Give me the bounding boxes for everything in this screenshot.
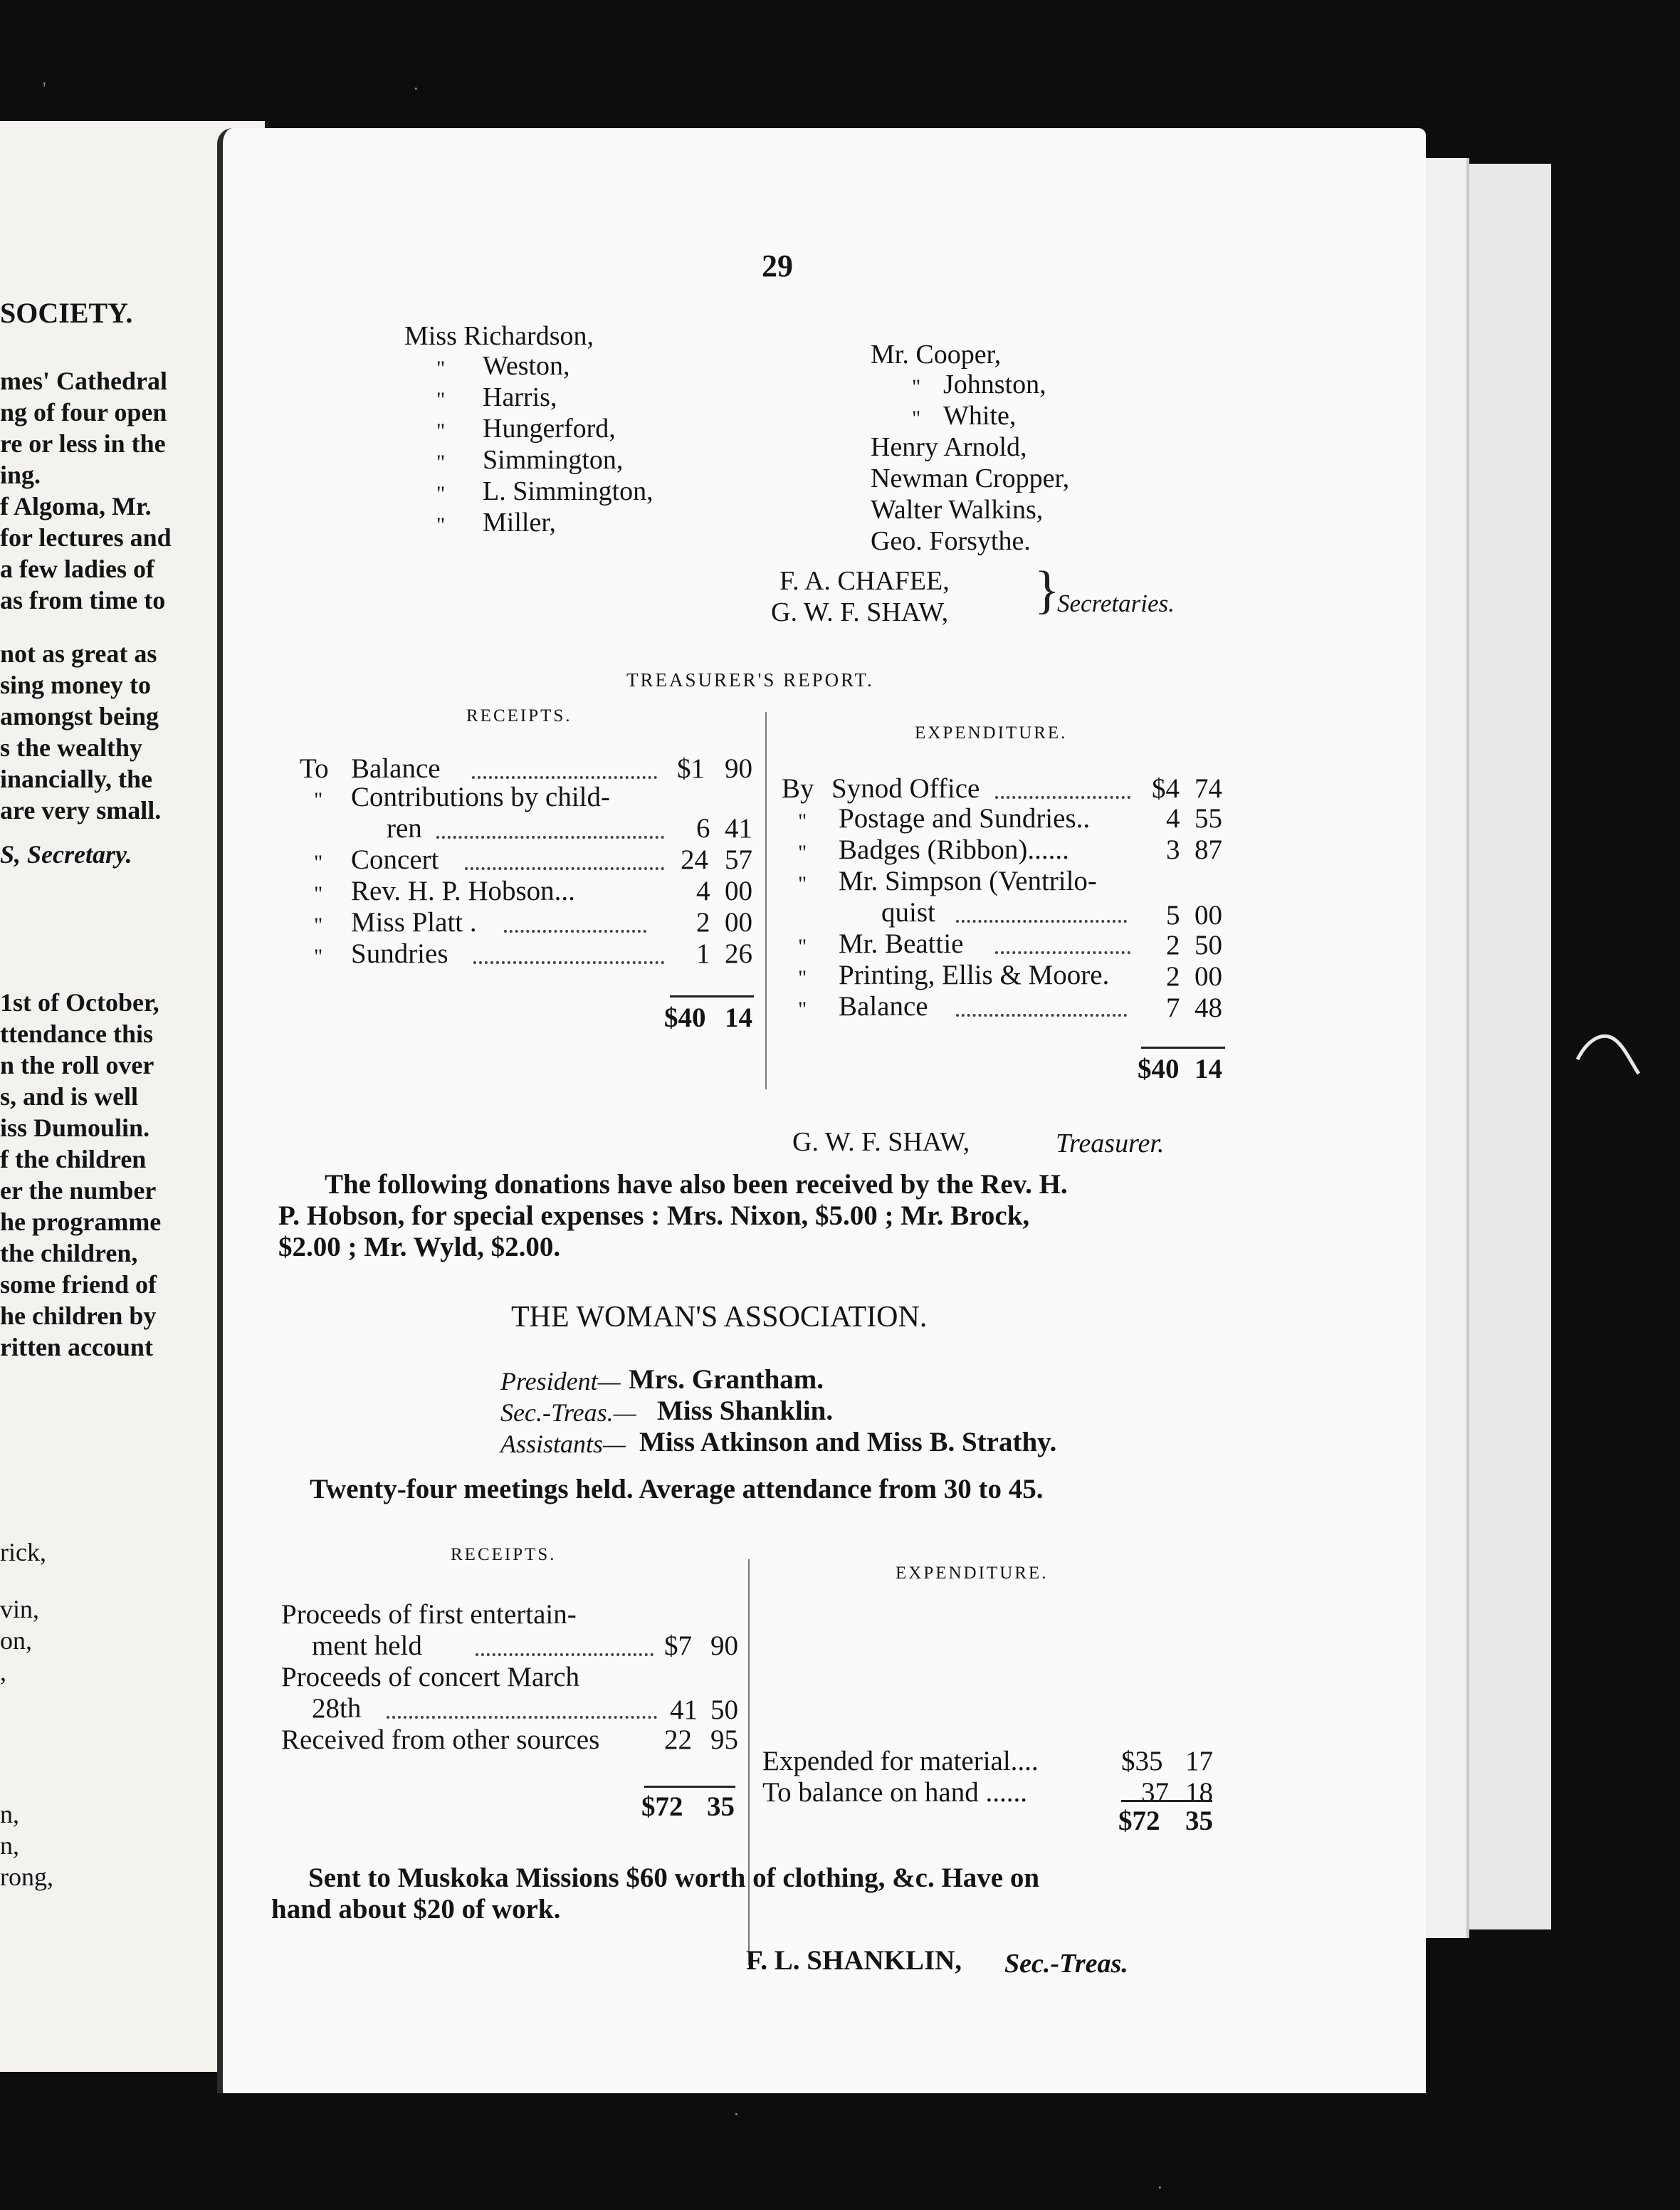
expenditure-label: quist xyxy=(881,897,935,928)
officer-role: Assistants— xyxy=(500,1430,626,1458)
row-prefix: " xyxy=(314,851,323,874)
name-entry: Mr. Cooper, xyxy=(871,340,1002,370)
row-prefix: " xyxy=(798,810,807,833)
receipts-total-dollars: $40 xyxy=(664,1002,706,1033)
leader-dots xyxy=(472,776,657,779)
expenditure-label: Printing, Ellis & Moore. xyxy=(839,960,1110,990)
officer-name: Miss Shanklin. xyxy=(657,1395,834,1426)
name-entry: Miller, xyxy=(483,508,556,538)
wa-receipt-dollars: $7 xyxy=(664,1630,692,1661)
left-line: rick, xyxy=(0,1538,46,1566)
name-entry: Simmington, xyxy=(483,445,624,475)
leader-dots xyxy=(995,951,1130,954)
sum-rule xyxy=(1121,1800,1212,1802)
row-prefix: " xyxy=(798,997,807,1021)
donations-line: P. Hobson, for special expenses : Mrs. Nixon, $5.00 ; Mr. Brock, xyxy=(278,1200,1030,1231)
officer-name: Mrs. Grantham. xyxy=(629,1364,824,1395)
wa-receipt-cents: 90 xyxy=(710,1630,738,1661)
page-number: 29 xyxy=(762,248,793,283)
left-line: ttendance this xyxy=(0,1020,153,1048)
leader-dots xyxy=(956,1014,1127,1017)
expenditure-label: Mr. Beattie xyxy=(839,928,964,959)
row-prefix: " xyxy=(314,913,323,937)
left-line: he children by xyxy=(0,1302,157,1330)
row-prefix: " xyxy=(314,788,323,812)
left-line: some friend of xyxy=(0,1270,157,1299)
officer-role: Sec.-Treas.— xyxy=(500,1398,636,1427)
left-line: re or less in the xyxy=(0,429,166,458)
left-line: s, and is well xyxy=(0,1082,139,1111)
left-line: ritten account xyxy=(0,1333,153,1361)
leader-dots xyxy=(465,867,664,870)
sum-rule xyxy=(670,995,754,997)
left-line: rong, xyxy=(0,1863,53,1891)
wa-receipt-label: Received from other sources xyxy=(281,1724,600,1755)
wa-expenditure-cents: 18 xyxy=(1185,1777,1213,1808)
row-prefix: To xyxy=(300,753,329,784)
section-title: THE WOMAN'S ASSOCIATION. xyxy=(511,1301,928,1334)
left-line: er the number xyxy=(0,1176,157,1205)
ditto-mark: " xyxy=(912,375,921,399)
wa-receipts-total-cents: 35 xyxy=(707,1791,735,1822)
left-line: n, xyxy=(0,1800,19,1828)
scan-mark xyxy=(1573,1018,1652,1082)
left-line: are very small. xyxy=(0,796,162,824)
receipt-cents: 57 xyxy=(725,844,752,875)
left-line: inancially, the xyxy=(0,765,153,793)
row-prefix: " xyxy=(798,872,807,896)
expenditure-cents: 87 xyxy=(1195,834,1222,865)
wa-expenditure-label: Expended for material.... xyxy=(762,1746,1039,1776)
wa-receipt-cents: 50 xyxy=(710,1695,738,1725)
receipt-cents: 41 xyxy=(725,813,752,844)
receipt-cents: 26 xyxy=(725,938,752,969)
receipts-header: RECEIPTS. xyxy=(451,1545,557,1564)
expenditure-label: Balance xyxy=(839,991,928,1022)
expenditure-cents: 74 xyxy=(1195,773,1222,804)
donations-line: $2.00 ; Mr. Wyld, $2.00. xyxy=(278,1232,561,1262)
receipt-label: Concert xyxy=(351,844,439,875)
expenditure-dollars: 7 xyxy=(1166,993,1180,1023)
sum-rule xyxy=(644,1786,735,1788)
name-entry: Walter Walkins, xyxy=(871,495,1044,525)
secretary-name: F. A. CHAFEE, xyxy=(779,566,950,596)
receipt-label: Balance xyxy=(351,753,441,784)
receipt-label: Miss Platt . xyxy=(351,907,477,938)
leader-dots xyxy=(504,930,646,933)
receipt-cents: 90 xyxy=(725,753,752,784)
expenditure-cents: 00 xyxy=(1195,900,1222,931)
donations-line: The following donations have also been received by the Rev. H. xyxy=(325,1169,1068,1200)
expenditure-dollars: $4 xyxy=(1152,773,1180,804)
name-entry: Henry Arnold, xyxy=(871,432,1027,462)
left-line: on, xyxy=(0,1626,32,1655)
ditto-mark: " xyxy=(912,407,921,430)
leader-dots xyxy=(436,836,664,839)
ditto-mark: " xyxy=(436,388,446,412)
name-entry: Johnston, xyxy=(943,370,1046,399)
expenditure-total-dollars: $40 xyxy=(1138,1054,1180,1084)
name-entry: Geo. Forsythe. xyxy=(871,526,1031,556)
left-line: mes' Cathedral xyxy=(0,367,167,395)
officer-role: President— xyxy=(500,1367,621,1395)
meetings-summary: Twenty-four meetings held. Average attendance from 30 to 45. xyxy=(310,1474,1044,1504)
closing-line: Sent to Muskoka Missions $60 worth of clothing, &c. Have on xyxy=(308,1863,1040,1893)
scan-speck: ' xyxy=(43,78,46,99)
left-line: iss Dumoulin. xyxy=(0,1114,150,1142)
receipt-dollars: 4 xyxy=(696,876,710,906)
wa-expenditure-total-cents: 35 xyxy=(1185,1806,1213,1836)
expenditure-header: EXPENDITURE. xyxy=(896,1564,1049,1583)
name-entry: White, xyxy=(943,401,1017,431)
expenditure-label: Synod Office xyxy=(831,773,980,804)
receipt-label: Sundries xyxy=(351,938,448,969)
receipt-cents: 00 xyxy=(725,876,752,906)
left-line: vin, xyxy=(0,1595,40,1623)
left-line: the children, xyxy=(0,1239,138,1267)
wa-receipt-dollars: 41 xyxy=(670,1695,698,1725)
name-entry: Weston, xyxy=(483,351,570,381)
expenditure-dollars: 2 xyxy=(1166,930,1180,960)
receipt-cents: 00 xyxy=(725,907,752,938)
signature-name: F. L. SHANKLIN, xyxy=(746,1945,962,1976)
receipt-dollars: $1 xyxy=(677,753,705,784)
left-line: f Algoma, Mr. xyxy=(0,492,152,520)
ditto-mark: " xyxy=(436,482,446,506)
wa-receipt-dollars: 22 xyxy=(664,1724,692,1755)
secretary-role: Secretaries. xyxy=(1057,590,1175,617)
receipt-dollars: 6 xyxy=(696,813,710,844)
brace-mark: } xyxy=(1034,561,1060,619)
row-prefix: " xyxy=(798,841,807,864)
expenditure-dollars: 2 xyxy=(1166,961,1180,992)
wa-expenditure-label: To balance on hand ...... xyxy=(762,1777,1027,1808)
column-divider xyxy=(748,1559,750,1965)
receipt-dollars: 24 xyxy=(681,844,708,875)
scan-speck: · xyxy=(1157,2177,1163,2198)
scan-speck: · xyxy=(733,2104,740,2125)
leader-dots xyxy=(995,796,1130,799)
expenditure-label: Postage and Sundries.. xyxy=(839,803,1091,834)
officer-name: Miss Atkinson and Miss B. Strathy. xyxy=(639,1427,1057,1457)
left-line: 1st of October, xyxy=(0,988,159,1017)
expenditure-cents: 00 xyxy=(1195,961,1222,992)
left-line: SOCIETY. xyxy=(0,297,133,329)
left-line: f the children xyxy=(0,1145,147,1173)
left-line: he programme xyxy=(0,1208,162,1236)
left-line: S, Secretary. xyxy=(0,840,132,869)
expenditure-label: Badges (Ribbon)...... xyxy=(839,834,1069,865)
wa-expenditure-dollars: $35 xyxy=(1121,1746,1163,1776)
receipts-header: RECEIPTS. xyxy=(466,706,572,726)
left-line: a few ladies of xyxy=(0,555,154,583)
left-line: s the wealthy xyxy=(0,733,142,762)
wa-receipt-label: Proceeds of concert March xyxy=(281,1662,580,1692)
expenditure-total-cents: 14 xyxy=(1195,1054,1222,1084)
ditto-mark: " xyxy=(436,419,446,443)
column-divider xyxy=(765,712,767,1089)
receipt-label: Rev. H. P. Hobson... xyxy=(351,876,575,906)
leader-dots xyxy=(473,961,664,964)
row-prefix: " xyxy=(314,882,323,906)
report-title: TREASURER'S REPORT. xyxy=(626,669,874,691)
ditto-mark: " xyxy=(436,451,446,474)
closing-line: hand about $20 of work. xyxy=(271,1894,561,1924)
left-line: , xyxy=(0,1658,6,1686)
receipt-dollars: 2 xyxy=(696,907,710,938)
sum-rule xyxy=(1141,1047,1225,1049)
wa-receipt-label: ment held xyxy=(312,1630,422,1661)
row-prefix: " xyxy=(314,945,323,968)
left-line: for lectures and xyxy=(0,523,172,552)
left-line: amongst being xyxy=(0,702,159,730)
expenditure-cents: 55 xyxy=(1195,803,1222,834)
receipt-dollars: 1 xyxy=(696,938,710,969)
expenditure-dollars: 5 xyxy=(1166,900,1180,931)
row-prefix: By xyxy=(782,773,814,804)
treasurer-name: G. W. F. SHAW, xyxy=(792,1127,970,1157)
wa-receipt-label: 28th xyxy=(312,1693,362,1724)
scan-speck: · xyxy=(413,78,419,99)
receipt-label: ren xyxy=(387,813,422,844)
name-entry: Miss Richardson, xyxy=(404,321,594,351)
expenditure-cents: 48 xyxy=(1195,993,1222,1023)
left-line: not as great as xyxy=(0,639,157,668)
leader-dots xyxy=(956,920,1127,923)
row-prefix: " xyxy=(798,935,807,958)
wa-expenditure-cents: 17 xyxy=(1185,1746,1213,1776)
leader-dots xyxy=(476,1653,653,1656)
row-prefix: " xyxy=(798,966,807,990)
name-entry: L. Simmington, xyxy=(483,476,653,506)
receipt-label: Contributions by child- xyxy=(351,782,610,812)
document-page xyxy=(217,128,1426,2093)
left-line: ng of four open xyxy=(0,398,167,426)
name-entry: Newman Cropper, xyxy=(871,464,1070,493)
left-line: as from time to xyxy=(0,586,166,614)
wa-receipt-cents: 95 xyxy=(710,1724,738,1755)
secretary-name: G. W. F. SHAW, xyxy=(771,597,949,627)
left-line: ing. xyxy=(0,461,41,489)
signature-role: Sec.-Treas. xyxy=(1004,1949,1128,1979)
wa-receipt-label: Proceeds of first entertain- xyxy=(281,1599,577,1630)
left-line: n the roll over xyxy=(0,1051,154,1079)
ditto-mark: " xyxy=(436,357,446,380)
wa-expenditure-dollars: 37 xyxy=(1141,1777,1169,1808)
expenditure-dollars: 3 xyxy=(1166,834,1180,865)
wa-expenditure-total-dollars: $72 xyxy=(1118,1806,1160,1836)
leader-dots xyxy=(387,1716,657,1719)
expenditure-header: EXPENDITURE. xyxy=(915,723,1068,743)
left-line: n, xyxy=(0,1831,19,1860)
expenditure-dollars: 4 xyxy=(1166,803,1180,834)
receipts-total-cents: 14 xyxy=(725,1002,752,1033)
name-entry: Harris, xyxy=(483,382,557,412)
name-entry: Hungerford, xyxy=(483,414,616,444)
expenditure-cents: 50 xyxy=(1195,930,1222,960)
wa-receipts-total-dollars: $72 xyxy=(641,1791,683,1822)
ditto-mark: " xyxy=(436,513,446,537)
treasurer-role: Treasurer. xyxy=(1056,1128,1165,1158)
left-line: sing money to xyxy=(0,671,152,699)
expenditure-label: Mr. Simpson (Ventrilo- xyxy=(839,866,1097,896)
